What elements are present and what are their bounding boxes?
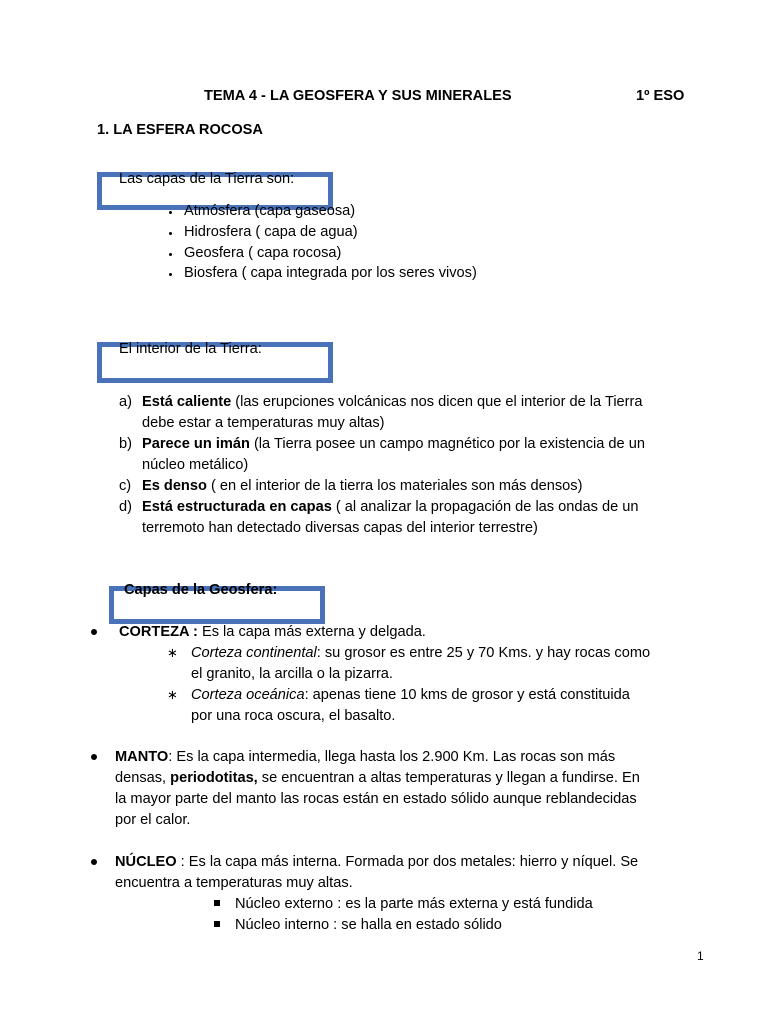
nucleo-line: NÚCLEO : Es la capa más interna. Formada por dos metales: hierro y níquel. Se bbox=[115, 854, 639, 870]
square-bullet bbox=[214, 921, 220, 927]
nucleo-externo: Núcleo externo : es la parte más externa y está fundida bbox=[235, 896, 593, 912]
bullet-dot bbox=[169, 273, 172, 276]
bullet-dot bbox=[169, 253, 172, 256]
list-marker: d) bbox=[119, 499, 132, 515]
course-level: 1º ESO bbox=[636, 88, 685, 104]
list-item: Está caliente (las erupciones volcánicas nos dicen que el interior de la Tierra bbox=[142, 394, 643, 410]
nucleo-line: encuentra a temperaturas muy altas. bbox=[115, 875, 353, 891]
list-item: Biosfera ( capa integrada por los seres vivos) bbox=[184, 265, 477, 281]
manto-line: densas, periodotitas, se encuentran a altas temperaturas y llegan a fundirse. En bbox=[115, 770, 640, 786]
bullet-disc bbox=[91, 754, 97, 760]
corteza-oceanica-cont: por una roca oscura, el basalto. bbox=[191, 708, 396, 724]
capas-tierra-label: Las capas de la Tierra son: bbox=[119, 171, 295, 187]
corteza-continental: Corteza continental: su grosor es entre 25 y 70 Kms. y hay rocas como bbox=[191, 645, 651, 661]
bullet-dot bbox=[169, 232, 172, 235]
section-heading: 1. LA ESFERA ROCOSA bbox=[97, 122, 263, 138]
interior-label: El interior de la Tierra: bbox=[119, 341, 262, 357]
corteza-oceanica: Corteza oceánica: apenas tiene 10 kms de grosor y está constituida bbox=[191, 687, 630, 703]
geosfera-label: Capas de la Geosfera: bbox=[124, 582, 278, 598]
list-item: Atmósfera (capa gaseosa) bbox=[184, 203, 356, 219]
nucleo-interno: Núcleo interno : se halla en estado sólido bbox=[235, 917, 502, 933]
manto-line: por el calor. bbox=[115, 812, 191, 828]
nucleo-term: NÚCLEO bbox=[115, 854, 177, 870]
manto-line: la mayor parte del manto las rocas están en estado sólido aunque reblandecidas bbox=[115, 791, 637, 807]
list-marker: b) bbox=[119, 436, 132, 452]
bullet-dot bbox=[169, 211, 172, 214]
list-item: Geosfera ( capa rocosa) bbox=[184, 245, 342, 261]
manto-term: MANTO bbox=[115, 749, 169, 765]
asterisk-bullet: ∗ bbox=[167, 645, 178, 660]
bullet-disc bbox=[91, 859, 97, 865]
list-marker: c) bbox=[119, 478, 132, 494]
list-item-continuation: debe estar a temperaturas muy altas) bbox=[142, 415, 385, 431]
corteza-term: CORTEZA : bbox=[119, 624, 198, 640]
list-item: Es denso ( en el interior de la tierra los materiales son más densos) bbox=[142, 478, 583, 494]
bullet-disc bbox=[91, 629, 97, 635]
page-number: 1 bbox=[697, 949, 704, 963]
corteza-continental-cont: el granito, la arcilla o la pizarra. bbox=[191, 666, 393, 682]
list-item: Hidrosfera ( capa de agua) bbox=[184, 224, 358, 240]
list-item: Está estructurada en capas ( al analizar la propagación de las ondas de un bbox=[142, 499, 639, 515]
list-item: Parece un imán (la Tierra posee un campo magnético por la existencia de un bbox=[142, 436, 645, 452]
document-title: TEMA 4 - LA GEOSFERA Y SUS MINERALES bbox=[204, 88, 512, 104]
corteza-line: CORTEZA : Es la capa más externa y delgada. bbox=[119, 624, 426, 640]
manto-line: MANTO: Es la capa intermedia, llega hasta los 2.900 Km. Las rocas son más bbox=[115, 749, 616, 765]
list-item-continuation: terremoto han detectado diversas capas del interior terrestre) bbox=[142, 520, 538, 536]
list-item-continuation: núcleo metálico) bbox=[142, 457, 249, 473]
list-marker: a) bbox=[119, 394, 132, 410]
square-bullet bbox=[214, 900, 220, 906]
asterisk-bullet: ∗ bbox=[167, 687, 178, 702]
